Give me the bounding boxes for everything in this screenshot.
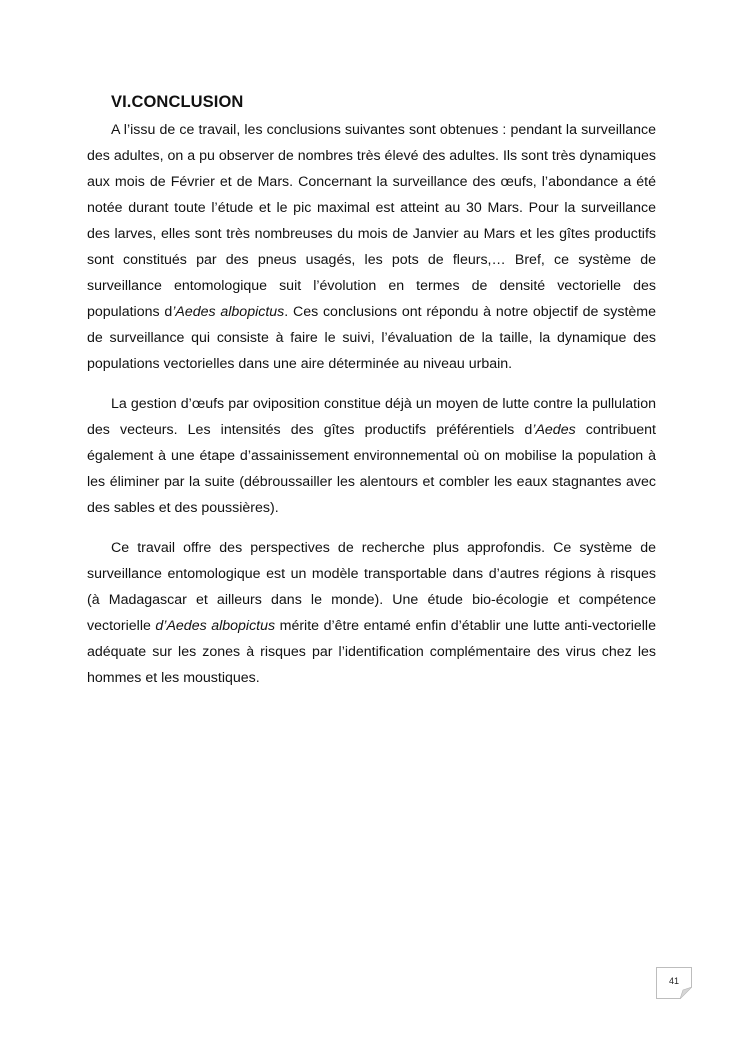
page-content [87, 91, 656, 705]
paragraph-text: A l’issu de ce travail, les conclusions suivantes sont obtenues : pendant la surveillance des adultes, on a pu observer de nombres très élevé des adultes. Ils sont très dynamiques aux mois de Février et de Mars. Concernant la surveillance des œufs, l’abondance a été notée durant toute l’étude et le pic maximal est atteint au 30 Mars. Pour la surveillance des larves, elles sont très nombreuses du mois de Janvier au Mars et les gîtes productifs sont constitués par des pneus usagés, les pots de fleurs,… Bref, ce système de surveillance entomologique suit l’évolution en termes de densité vectorielle des populations d [87, 122, 656, 320]
paragraph-text: contribuent également à une étape d’assainissement environnemental où on mobilise la population à les éliminer par la suite (débroussailler les alentours et combler les eaux stagnantes avec des sables et des poussières). [87, 422, 657, 516]
paragraph-text: . Ces conclusions ont répondu à notre objectif de système de surveillance qui consiste à faire le suivi, l’évaluation de la taille, la dynamique des populations vectorielles dans une aire déterminée au niveau urbain. [87, 304, 656, 372]
page-curl-icon [680, 987, 692, 999]
paragraph [87, 535, 656, 691]
paragraph-text: Ce travail offre des perspectives de recherche plus approfondis. Ce système de surveillance entomologique est un modèle transportable dans d’autres régions à risques (à Madagascar et ailleurs dans le monde). Une étude bio-écologie et compétence vectorielle [87, 540, 656, 634]
species-name-italic: d’Aedes albopictus [155, 618, 276, 634]
section-heading: VI.CONCLUSION [111, 93, 244, 111]
paragraph-text: mérite d’être entamé enfin d’établir une lutte anti-vectorielle adéquate sur les zones à risques par l’identification complémentaire des virus chez les hommes et les moustiques. [87, 618, 656, 686]
species-name-italic: ’Aedes [532, 422, 576, 438]
page-number-box [656, 967, 692, 999]
paragraph [87, 391, 656, 521]
page-number: 41 [668, 976, 679, 986]
paragraph [87, 117, 656, 377]
species-name-italic: ’Aedes albopictus [172, 304, 285, 320]
paragraph-text: La gestion d’œufs par oviposition constitue déjà un moyen de lutte contre la pullulation des vecteurs. Les intensités des gîtes productifs préférentiels d [87, 396, 656, 438]
